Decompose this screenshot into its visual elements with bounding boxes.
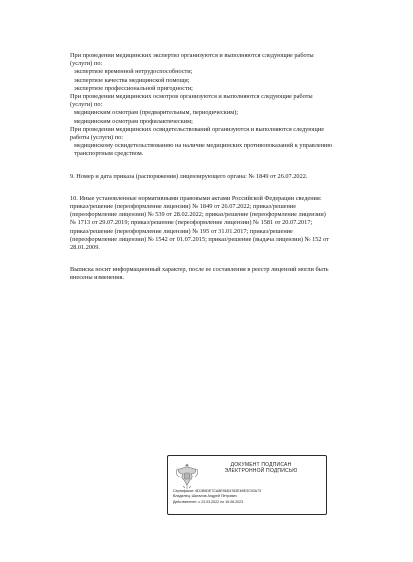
other-info-line: № 1713 от 29.07.2019; приказ/решение (переоформление лицензии) № 1581 от 20.07.2017; — [70, 219, 313, 227]
expertise-item: экспертизе качества медицинской помощи; — [74, 76, 190, 84]
exam-item: медицинским осмотрам (предварительным, периодическим); — [74, 109, 239, 117]
stamp-validity: Действителен: с 23.03.2022 по 16.06.2023 — [173, 499, 244, 504]
exam-item: медицинским осмотрам профилактическим; — [74, 117, 193, 125]
stamp-certificate: Сертификат: 6D1B5DE7CA8E96D4783E69E3C93A73 — [173, 489, 262, 493]
other-info-line: 28.01.2009. — [70, 244, 100, 252]
spacer — [70, 159, 367, 173]
notice-line: Выписка носит информационный характер, после ее составления в реестр лицензий могли быть — [70, 266, 329, 274]
other-info-line: (переоформление лицензии) № 1542 от 01.07.2015; приказ/решение (выдача лицензии) № 152 от — [70, 235, 329, 243]
cert-item: медицинскому освидетельствованию на наличие медицинских противопоказаний к управлению — [74, 142, 333, 150]
exam-section — [70, 93, 367, 126]
exam-intro-line-1: При проведении медицинских осмотров организуются и выполняются следующие работы — [70, 93, 313, 101]
notice-paragraph — [70, 266, 367, 282]
notice-line: внесены изменения. — [70, 274, 125, 282]
exam-intro-line-2: (услуги) по: — [70, 101, 103, 109]
expertise-intro-line-1: При проведении медицинских экспертиз организуются и выполняются следующие работы — [70, 52, 314, 59]
cert-section — [70, 126, 367, 159]
cert-item: транспортным средством. — [74, 150, 144, 158]
electronic-signature-stamp — [167, 455, 327, 515]
other-info-line: (переоформление лицензии) № 539 от 28.02.2022; приказ/решение (переоформление лицензии) — [70, 211, 326, 219]
expertise-item: экспертизе профессиональной пригодности; — [74, 84, 193, 92]
stamp-details — [173, 489, 323, 505]
stamp-heading-line-1: ДОКУМЕНТ ПОДПИСАН — [230, 462, 292, 468]
coat-of-arms-icon — [173, 461, 201, 491]
spacer — [70, 181, 367, 195]
expertise-section — [70, 52, 367, 93]
other-info-line: приказ/решение (переоформление лицензии) № 1849 от 26.07.2022; приказ/решение — [70, 203, 296, 211]
expertise-item: экспертизе временной нетрудоспособности; — [74, 68, 193, 76]
order-number-paragraph: 9. Номер и дата приказа (распоряжения) лицензирующего органа: № 1849 от 26.07.2022. — [70, 172, 308, 180]
stamp-heading — [198, 462, 324, 474]
cert-intro-line-2: работы (услуги) по: — [70, 134, 123, 142]
other-info-line: 10. Иные установленные нормативными правовыми актами Российской Федерации сведения: — [70, 194, 322, 202]
stamp-heading-line-2: ЭЛЕКТРОННОЙ ПОДПИСЬЮ — [224, 468, 298, 474]
other-info-paragraph — [70, 195, 367, 252]
cert-intro-line-1: При проведении медицинских освидетельствований организуются и выполняются следующие — [70, 125, 325, 133]
stamp-owner: Владелец: Шаталов Андрей Петрович — [173, 494, 237, 499]
expertise-intro-line-2: (услуги) по: — [70, 60, 103, 68]
other-info-line: приказ/решение (переоформление лицензии) № 195 от 31.01.2017; приказ/решение — [70, 227, 293, 235]
spacer — [70, 252, 367, 266]
